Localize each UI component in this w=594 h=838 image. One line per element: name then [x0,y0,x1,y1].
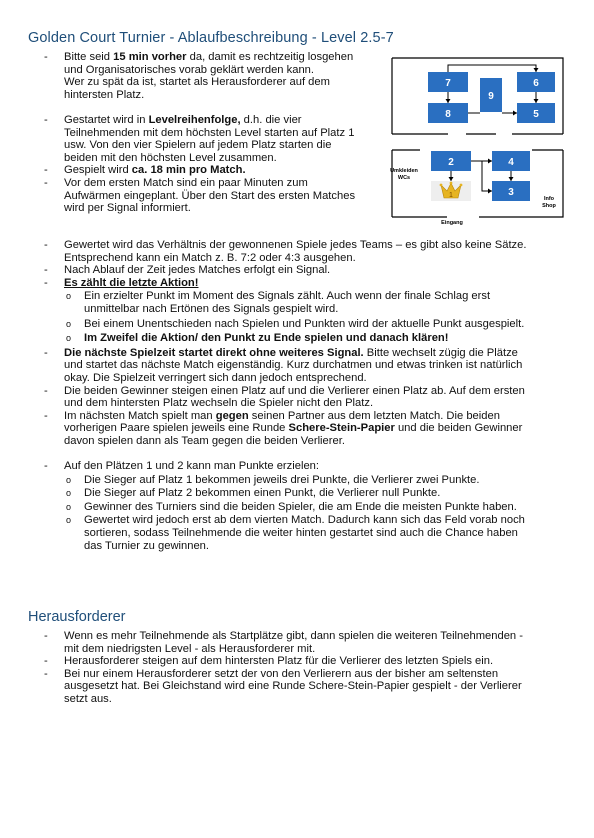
list-item: - Vor dem ersten Match sind ein paar Minuten zum Aufwärmen eingeplant. Über den Start des ersten Matches wird per Signal informiert. [44,176,356,215]
svg-text:1: 1 [449,192,453,199]
list-item: - Gespielt wird ca. 18 min pro Match. [44,164,246,177]
court-4-label: 4 [508,157,514,168]
sub-list-item: o Gewertet wird jedoch erst ab dem vierten Match. Dadurch kann sich das Feld vorab noch sortieren, sodass Teilnehmende die weiter hinten gestartet sind auch die Chance haben das Turnier zu gewinnen. [66,514,525,552]
sub-list-item: o Ein erzielter Punkt im Moment des Signals zählt. Auch wenn der finale Schlag erst unmittelbar nach Ertönen des Signals gespielt wird. [66,290,491,315]
list-item: - Herausforderer steigen auf dem hintersten Platz für die Verlierer des letzten Spiels ein. [44,655,494,668]
court-6-label: 6 [533,78,539,89]
list-item: - Bitte seid 15 min vorher da, damit es rechtzeitig losgehen und Organisatorisches vorab geklärt werden kann. Wer zu spät da ist, startet als Herausforderer auf dem hintersten Platz. [44,51,354,101]
sub-list-item: o Im Zweifel die Aktion/ den Punkt zu Ende spielen und danach klären! [66,332,449,345]
list-item: - Bei nur einem Herausforderer setzt der von den Verlierern aus der bisher am seltensten ausgesetzt hat. Bei Gleichstand wird eine Runde Schere-Stein-Papier gespielt - der Verlierer setzt aus. [44,667,522,705]
wc-label: WCs [397,175,411,181]
sub-list-item: o Gewinner des Turniers sind die beiden Spieler, die am Ende die meisten Punkte haben. [66,500,517,513]
list-item: - Wenn es mehr Teilnehmende als Startplätze gibt, dann spielen die weiteren Teilnehmenden - mit dem niedrigsten Level - als Herausforderer mit. [44,630,523,655]
changing-rooms-label: Umkleiden [390,168,418,174]
section-title-herausforderer: Herausforderer [28,609,126,625]
sub-list-item: o Bei einem Unentschieden nach Spielen und Punkten wird der aktuelle Punkt ausgespielt. [66,317,525,330]
list-item: - Im nächsten Match spielt man gegen seinen Partner aus dem letzten Match. Die beiden vorherigen Paare spielen jeweils eine Runde Schere-Stein-Papier und die beiden Gewinner davon spielen dann als Team gegen die beiden Verlierer. [44,409,523,447]
shop-label: Shop [542,203,556,209]
list-item: - Es zählt die letzte Aktion! [44,276,199,289]
info-label: Info [543,196,555,202]
court-9-label: 9 [488,91,494,102]
entrance-label: Eingang [441,220,463,226]
court-diagram [382,57,572,229]
list-item: - Gewertet wird das Verhältnis der gewonnenen Spiele jedes Teams – es gibt also keine Sätze. Entsprechend kann ein Match z. B. 7:2 oder 4:3 ausgehen. [44,239,527,264]
court-8-label: 8 [445,109,451,120]
list-item: - Die nächste Spielzeit startet direkt ohne weiteres Signal. Bitte wechselt zügig die Plätze und startet das nächste Match eigenständig. Kurz durchatmen und etwas trinken ist natürlich okay. Die Spielzeit verringert sich dann jedoch entsprechend. [44,346,523,384]
court-7-label: 7 [445,78,451,89]
page-title: Golden Court Turnier - Ablaufbeschreibung - Level 2.5-7 [28,30,394,46]
sub-list-item: o Die Sieger auf Platz 1 bekommen jeweils drei Punkte, die Verlierer zwei Punkte. [66,473,480,486]
court-5-label: 5 [533,109,539,120]
court-2-label: 2 [448,157,454,168]
sub-list-item: o Die Sieger auf Platz 2 bekommen einen Punkt, die Verlierer null Punkte. [66,487,441,500]
list-item: - Nach Ablauf der Zeit jedes Matches erfolgt ein Signal. [44,264,331,277]
list-item: - Gestartet wird in Levelreihenfolge, d.h. die vier Teilnehmenden mit dem höchsten Level starten auf Platz 1 usw. Von den vier Spielern auf jedem Platz starten die beiden mit den höchsten Level zusammen. [44,113,355,164]
court-3-label: 3 [508,187,514,198]
list-item: - Die beiden Gewinner steigen einen Platz auf und die Verlierer einen Platz ab. Auf dem ersten und dem hintersten Platz wechseln die Spieler nicht den Platz. [44,384,525,410]
list-item: - Auf den Plätzen 1 und 2 kann man Punkte erzielen: [44,460,319,473]
